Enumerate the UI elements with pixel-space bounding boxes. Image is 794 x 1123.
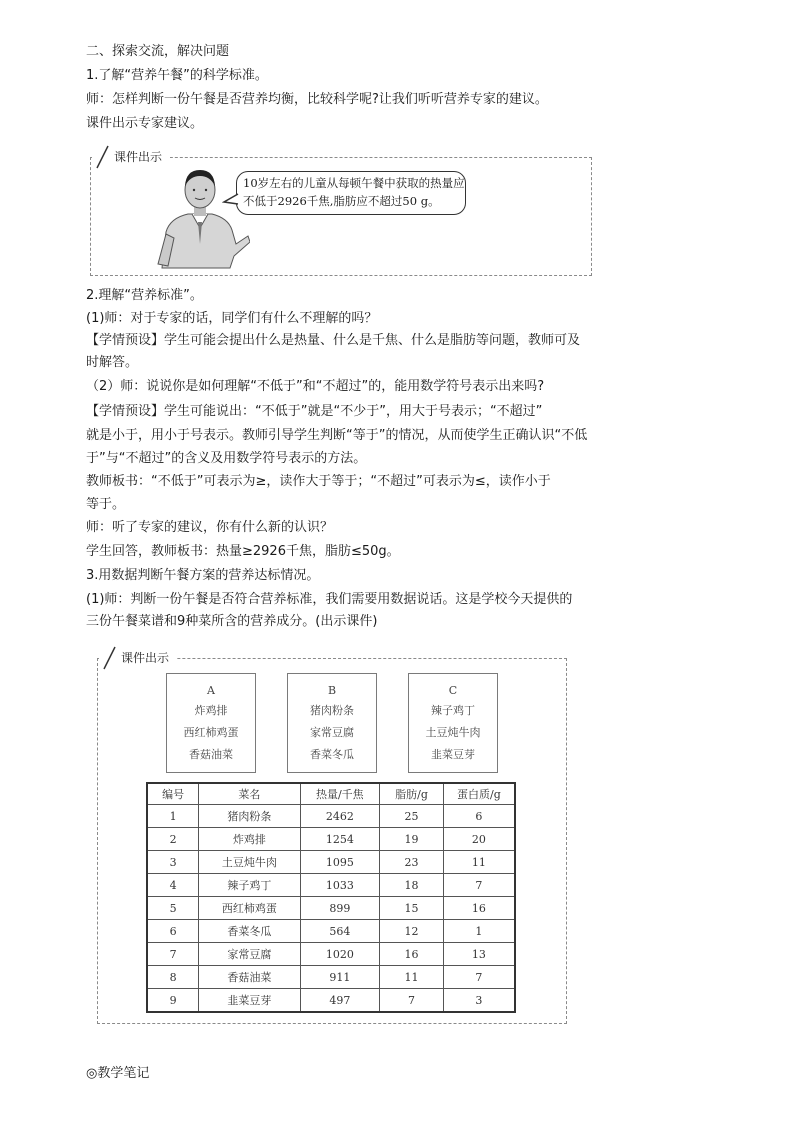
cell-calories: 564 <box>300 920 380 943</box>
menu-item: 香菜冬瓜 <box>310 748 354 761</box>
cell-calories: 1033 <box>300 874 380 897</box>
tab-slash-icon <box>94 144 110 170</box>
question-1: (1)师：对于专家的话，同学们有什么不理解的吗？ <box>86 311 378 326</box>
expert-illustration <box>150 164 250 270</box>
cell-dish: 辣子鸡丁 <box>199 874 300 897</box>
teaching-notes-label: ◎教学笔记 <box>86 1066 150 1081</box>
preset-2-line-1: 【学情预设】学生可能说出：“不低于”就是“不少于”，用大于号表示；“不超过” <box>86 404 543 419</box>
menu-label: B <box>327 684 337 697</box>
step-1-title: 1.了解“营养午餐”的科学标准。 <box>86 68 268 83</box>
cell-id: 6 <box>147 920 199 943</box>
header-fat: 脂肪/g <box>380 783 444 805</box>
table-row <box>147 966 515 989</box>
nutrition-table <box>146 782 516 1013</box>
cell-calories: 1254 <box>300 828 380 851</box>
courseware-tab-2 <box>99 648 177 668</box>
menu-card-a <box>166 673 256 773</box>
step-2-title: 2.理解“营养标准”。 <box>86 288 203 303</box>
table-row <box>147 897 515 920</box>
table-row <box>147 828 515 851</box>
cell-protein: 11 <box>443 851 515 874</box>
table-header-row <box>147 783 515 805</box>
section-heading: 二、探索交流，解决问题 <box>86 44 230 59</box>
cell-fat: 15 <box>380 897 444 920</box>
cell-fat: 7 <box>380 989 444 1013</box>
courseware-tab-label: 课件出示 <box>114 150 163 164</box>
cell-id: 1 <box>147 805 199 828</box>
bubble-line-2: 不低于2926千焦,脂肪应不超过50 g。 <box>243 194 440 208</box>
cell-fat: 23 <box>380 851 444 874</box>
cell-calories: 899 <box>300 897 380 920</box>
menu-item: 猪肉粉条 <box>310 704 354 717</box>
menu-item: 韭菜豆芽 <box>431 748 475 761</box>
header-dish: 菜名 <box>199 783 300 805</box>
teacher-step-3-line-1: (1)师：判断一份午餐是否符合营养标准，我们需要用数据说话。这是学校今天提供的 <box>86 592 573 607</box>
header-calories: 热量/千焦 <box>300 783 380 805</box>
cell-id: 8 <box>147 966 199 989</box>
tab-slash-icon <box>101 645 117 671</box>
cell-dish: 香菜冬瓜 <box>199 920 300 943</box>
cell-calories: 497 <box>300 989 380 1013</box>
cell-calories: 1020 <box>300 943 380 966</box>
cell-dish: 炸鸡排 <box>199 828 300 851</box>
cell-dish: 韭菜豆芽 <box>199 989 300 1013</box>
cell-id: 2 <box>147 828 199 851</box>
cell-protein: 1 <box>443 920 515 943</box>
cell-protein: 6 <box>443 805 515 828</box>
cell-fat: 11 <box>380 966 444 989</box>
table-row <box>147 989 515 1013</box>
teacher-question: 师：怎样判断一份午餐是否营养均衡，比较科学呢?让我们听听营养专家的建议。 <box>86 92 548 107</box>
cell-calories: 911 <box>300 966 380 989</box>
cell-dish: 西红柿鸡蛋 <box>199 897 300 920</box>
teacher-question-2: 师：听了专家的建议，你有什么新的认识？ <box>86 520 334 535</box>
cell-protein: 16 <box>443 897 515 920</box>
cell-protein: 3 <box>443 989 515 1013</box>
board-note-line-1: 教师板书：“不低于”可表示为≥，读作大于等于；“不超过”可表示为≤，读作小于 <box>86 474 551 489</box>
preset-2-line-2: 就是小于，用小于号表示。教师引导学生判断“等于”的情况，从而使学生正确认识“不低 <box>86 428 588 443</box>
menu-item: 辣子鸡丁 <box>431 704 475 717</box>
cell-dish: 香菇油菜 <box>199 966 300 989</box>
cell-fat: 16 <box>380 943 444 966</box>
cell-fat: 19 <box>380 828 444 851</box>
cell-id: 7 <box>147 943 199 966</box>
cell-fat: 12 <box>380 920 444 943</box>
menu-label: A <box>207 684 215 697</box>
cell-dish: 土豆炖牛肉 <box>199 851 300 874</box>
cell-protein: 20 <box>443 828 515 851</box>
header-protein: 蛋白质/g <box>443 783 515 805</box>
cell-id: 4 <box>147 874 199 897</box>
cell-protein: 7 <box>443 874 515 897</box>
bubble-tail <box>222 192 240 208</box>
courseware-tab-2-label: 课件出示 <box>121 651 170 665</box>
cell-protein: 7 <box>443 966 515 989</box>
table-row <box>147 874 515 897</box>
cell-id: 9 <box>147 989 199 1013</box>
cell-protein: 13 <box>443 943 515 966</box>
table-row <box>147 943 515 966</box>
table-row <box>147 920 515 943</box>
menu-item: 西红柿鸡蛋 <box>183 726 239 739</box>
menu-item: 家常豆腐 <box>310 726 354 739</box>
cell-id: 5 <box>147 897 199 920</box>
menu-item: 香菇油菜 <box>189 748 233 761</box>
step-3-title: 3.用数据判断午餐方案的营养达标情况。 <box>86 568 320 583</box>
cell-calories: 2462 <box>300 805 380 828</box>
preset-1-line-1: 【学情预设】学生可能会提出什么是热量、什么是千焦、什么是脂肪等问题，教师可及 <box>86 333 581 348</box>
preset-2-line-3: 于”与“不超过”的含义及用数学符号表示的方法。 <box>86 451 367 466</box>
courseware-note: 课件出示专家建议。 <box>86 116 204 131</box>
menu-card-c <box>408 673 498 773</box>
student-answer: 学生回答，教师板书：热量≥2926千焦，脂肪≤50g。 <box>86 544 400 559</box>
bubble-line-1: 10岁左右的儿童从每顿午餐中获取的热量应 <box>243 176 465 190</box>
menu-card-b <box>287 673 377 773</box>
menu-label: C <box>448 684 458 697</box>
table-row <box>147 851 515 874</box>
menu-item: 土豆炖牛肉 <box>425 726 481 739</box>
cell-dish: 猪肉粉条 <box>199 805 300 828</box>
cell-fat: 18 <box>380 874 444 897</box>
board-note-line-2: 等于。 <box>86 497 126 512</box>
cell-fat: 25 <box>380 805 444 828</box>
teacher-step-3-line-2: 三份午餐菜谱和9种菜所含的营养成分。(出示课件) <box>86 614 378 629</box>
header-id: 编号 <box>147 783 199 805</box>
cell-dish: 家常豆腐 <box>199 943 300 966</box>
cell-calories: 1095 <box>300 851 380 874</box>
preset-1-line-2: 时解答。 <box>86 355 139 370</box>
menu-item: 炸鸡排 <box>194 704 228 717</box>
question-2: （2）师：说说你是如何理解“不低于”和“不超过”的，能用数学符号表示出来吗? <box>86 379 545 394</box>
table-row <box>147 805 515 828</box>
cell-id: 3 <box>147 851 199 874</box>
expert-speech-bubble <box>236 171 466 215</box>
